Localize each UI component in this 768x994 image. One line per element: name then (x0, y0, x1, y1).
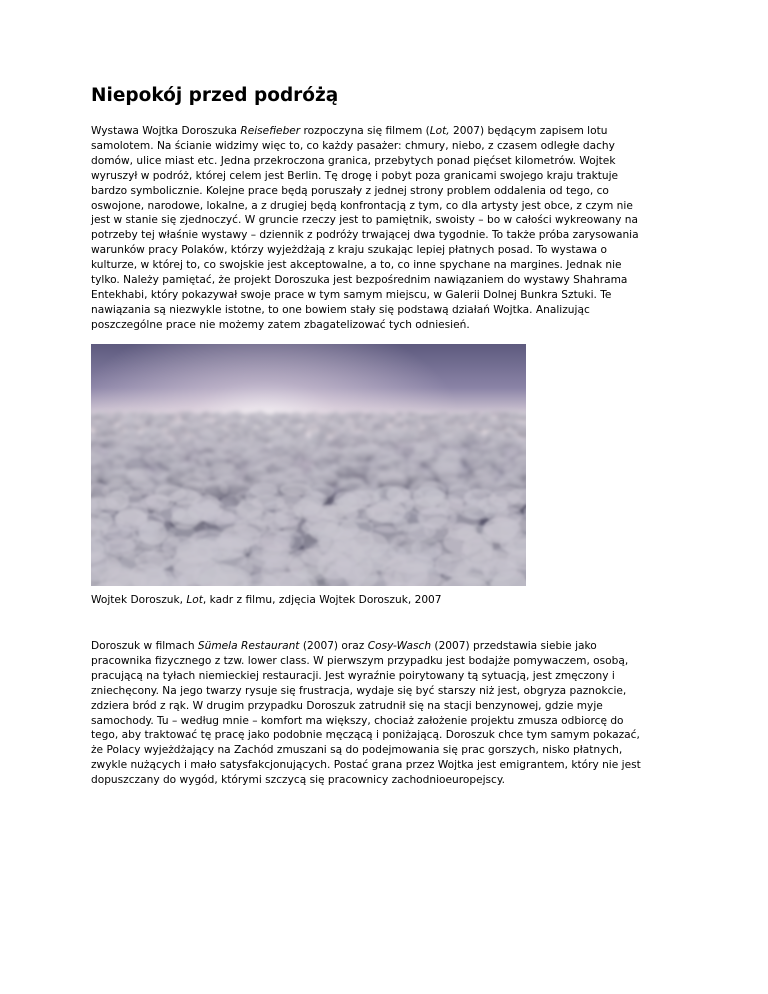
article-title: Niepokój przed podróżą (91, 85, 339, 106)
paragraph-intro (91, 124, 691, 333)
text-line: że Polacy wyjeżdżający na Zachód zmuszani są do podejmowania się prac gorszych, nisko płatnych, (91, 744, 623, 757)
italic-title: Cosy-Wasch (367, 640, 432, 652)
text-line: tego, aby traktować tę pracę jako podobnie męczącą i poniżającą. Doroszuk chce tym samym pokazać, (91, 729, 640, 742)
text-line: wyruszył w podróż, której celem jest Berlin. Tę drogę i pobyt poza granicami swojego kraju traktuje (91, 169, 619, 182)
text-line: tylko. Należy pamiętać, że projekt Doroszuka jest bezpośrednim nawiązaniem do wystawy Shahrama (91, 274, 628, 287)
text-line: kulturze, w której to, co swojskie jest akceptowalne, a to, co inne spychane na margines. Jednak nie (91, 259, 622, 272)
text-line: samochody. Tu – według mnie – komfort ma większy, chociaż założenie projektu zmusza odbiorcę do (91, 714, 624, 727)
text-line: bardzo symbolicznie. Kolejne prace będą poruszały z jednej strony problem oddalenia od tego, co (91, 184, 609, 197)
italic-title: Lot (186, 594, 203, 606)
text-line: potrzeby tej właśnie wystawy – dziennik z podróży trwającej dwa tygodnie. To także próba zarysowania (91, 229, 639, 242)
text-line: zwykle nużących i mało satysfakcjonujących. Postać grana przez Wojtka jest emigrantem, który nie jest (91, 759, 641, 772)
clouds-image (91, 344, 526, 586)
text-line: jest w stanie się zjednoczyć. W gruncie rzeczy jest to pamiętnik, swoisty – bo w całości wykreowany na (91, 214, 638, 227)
italic-title: Lot, (429, 125, 450, 137)
italic-title: Sümela Restaurant (197, 640, 300, 652)
text-line: Wystawa Wojtka Doroszuka Reisefieber rozpoczyna się filmem (Lot, 2007) będącym zapisem lotu (91, 125, 608, 137)
text-line: Doroszuk w filmach Sümela Restaurant (2007) oraz Cosy-Wasch (2007) przedstawia siebie jako (91, 640, 597, 652)
text-line: domów, ulice miast etc. Jedna przekroczona granica, przebytych ponad pięćset kilometrów. Wojtek (91, 154, 616, 167)
text-line: warunków pracy Polaków, którzy wyjeżdżają z kraju szukając lepiej płatnych posad. To wystawa o (91, 244, 607, 257)
text-line: pracownika fizycznego z tzw. lower class. W pierwszym przypadku jest bodajże pomywaczem, osobą, (91, 654, 629, 667)
clouds-photo (91, 344, 526, 586)
text-line: zniechęcony. Na jego twarzy rysuje się frustracja, wydaje się być starszy niż jest, obgryza paznokcie, (91, 684, 627, 697)
italic-title: Reisefieber (240, 125, 301, 137)
text-line: Entekhabi, który pokazywał swoje prace w tym samym miejscu, w Galerii Dolnej Bunkra Sztuki. Te (91, 288, 612, 301)
text-line: oswojone, narodowe, lokalne, a z drugiej będą konfrontacją z tym, co dla artysty jest obce, z czym nie (91, 199, 633, 212)
text-line: pracującą na tyłach niemieckiej restauracji. Jest wyraźnie poirytowany tą sytuacją, jest zmęczony i (91, 669, 615, 682)
text-line: poszczególne prace nie możemy zatem zbagatelizować tych odniesień. (91, 318, 470, 331)
text-line: zdziera bród z rąk. W drugim przypadku Doroszuk zatrudnił się na stacji benzynowej, gdzie myje (91, 699, 603, 712)
paragraph-films (91, 639, 691, 788)
photo-caption: Wojtek Doroszuk, Lot, kadr z filmu, zdjęcia Wojtek Doroszuk, 2007 (91, 594, 442, 606)
text-line: nawiązania są niezwykle istotne, to one bowiem stały się podstawą działań Wojtka. Analizując (91, 303, 590, 316)
text-line: dopuszczany do wygód, którymi szczycą się pracownicy zachodnioeuropejscy. (91, 774, 506, 787)
text-line: samolotem. Na ścianie widzimy więc to, co każdy pasażer: chmury, niebo, z czasem odległe dachy (91, 139, 615, 152)
